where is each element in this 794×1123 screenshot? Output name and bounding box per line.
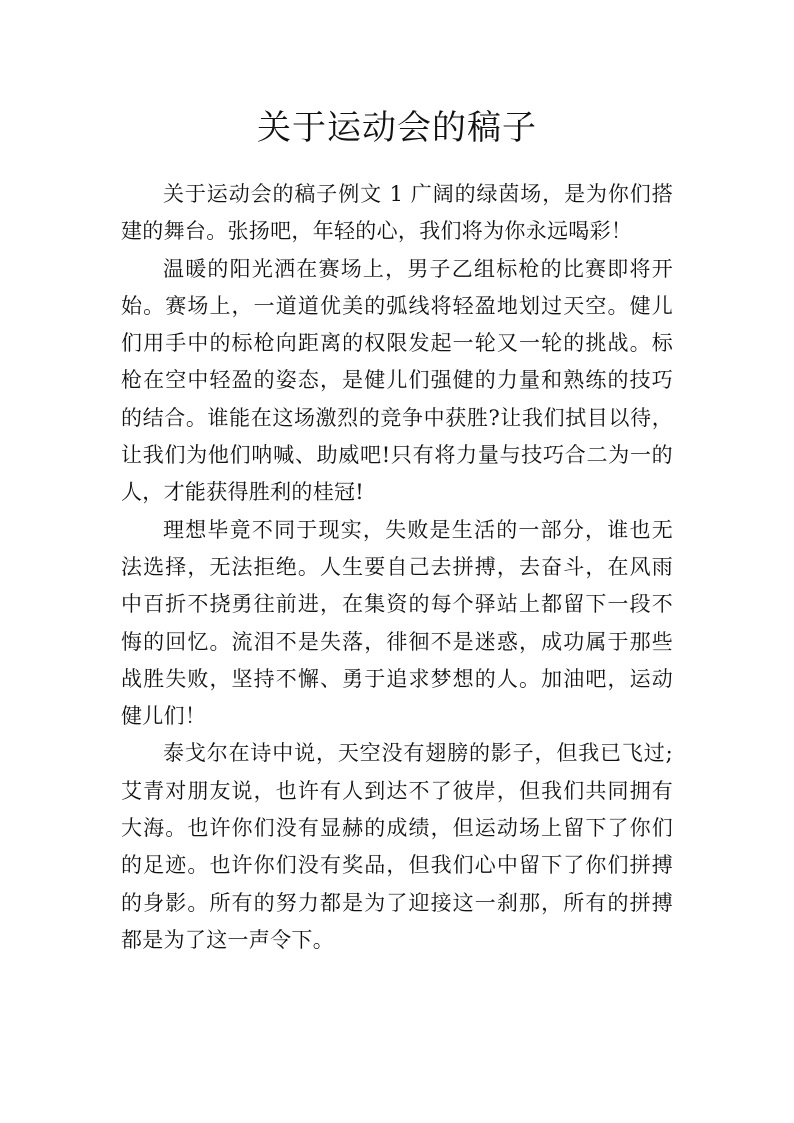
document-title: 关于运动会的稿子 [257,108,537,148]
paragraph-tagore: 泰戈尔在诗中说，天空没有翅膀的影子，但我已飞过;艾青对朋友说，也许有人到达不了彼岸，但我们共同拥有大海。也许你们没有显赫的成绩，但运动场上留下了你们的足迹。也许你们没有奖品，但我们心中留下了你们拼搏的身影。所有的努力都是为了迎接这一刹那，所有的拼搏都是为了这一声令下。 [121,741,673,952]
paragraph-ideal: 理想毕竟不同于现实，失败是生活的一部分，谁也无法选择，无法拒绝。人生要自己去拼搏，去奋斗，在风雨中百折不挠勇往前进，在集资的每个驿站上都留下一段不悔的回忆。流泪不是失落，徘徊不是迷惑，成功属于那些战胜失败，坚持不懈、勇于追求梦想的人。加油吧，运动健儿们！ [121,517,673,729]
paragraph-javelin: 温暖的阳光洒在赛场上，男子乙组标枪的比赛即将开始。赛场上，一道道优美的弧线将轻盈地划过天空。健儿们用手中的标枪向距离的权限发起一轮又一轮的挑战。标枪在空中轻盈的姿态，是健儿们强健的力量和熟练的技巧的结合。谁能在这场激烈的竞争中获胜?让我们拭目以待，让我们为他们呐喊、助威吧!只有将力量与技巧合二为一的人，才能获得胜利的桂冠! [121,256,673,505]
paragraph-intro: 关于运动会的稿子例文 1 广阔的绿茵场，是为你们搭建的舞台。张扬吧，年轻的心，我们将为你永远喝彩！ [121,182,673,244]
document-body [121,176,673,959]
